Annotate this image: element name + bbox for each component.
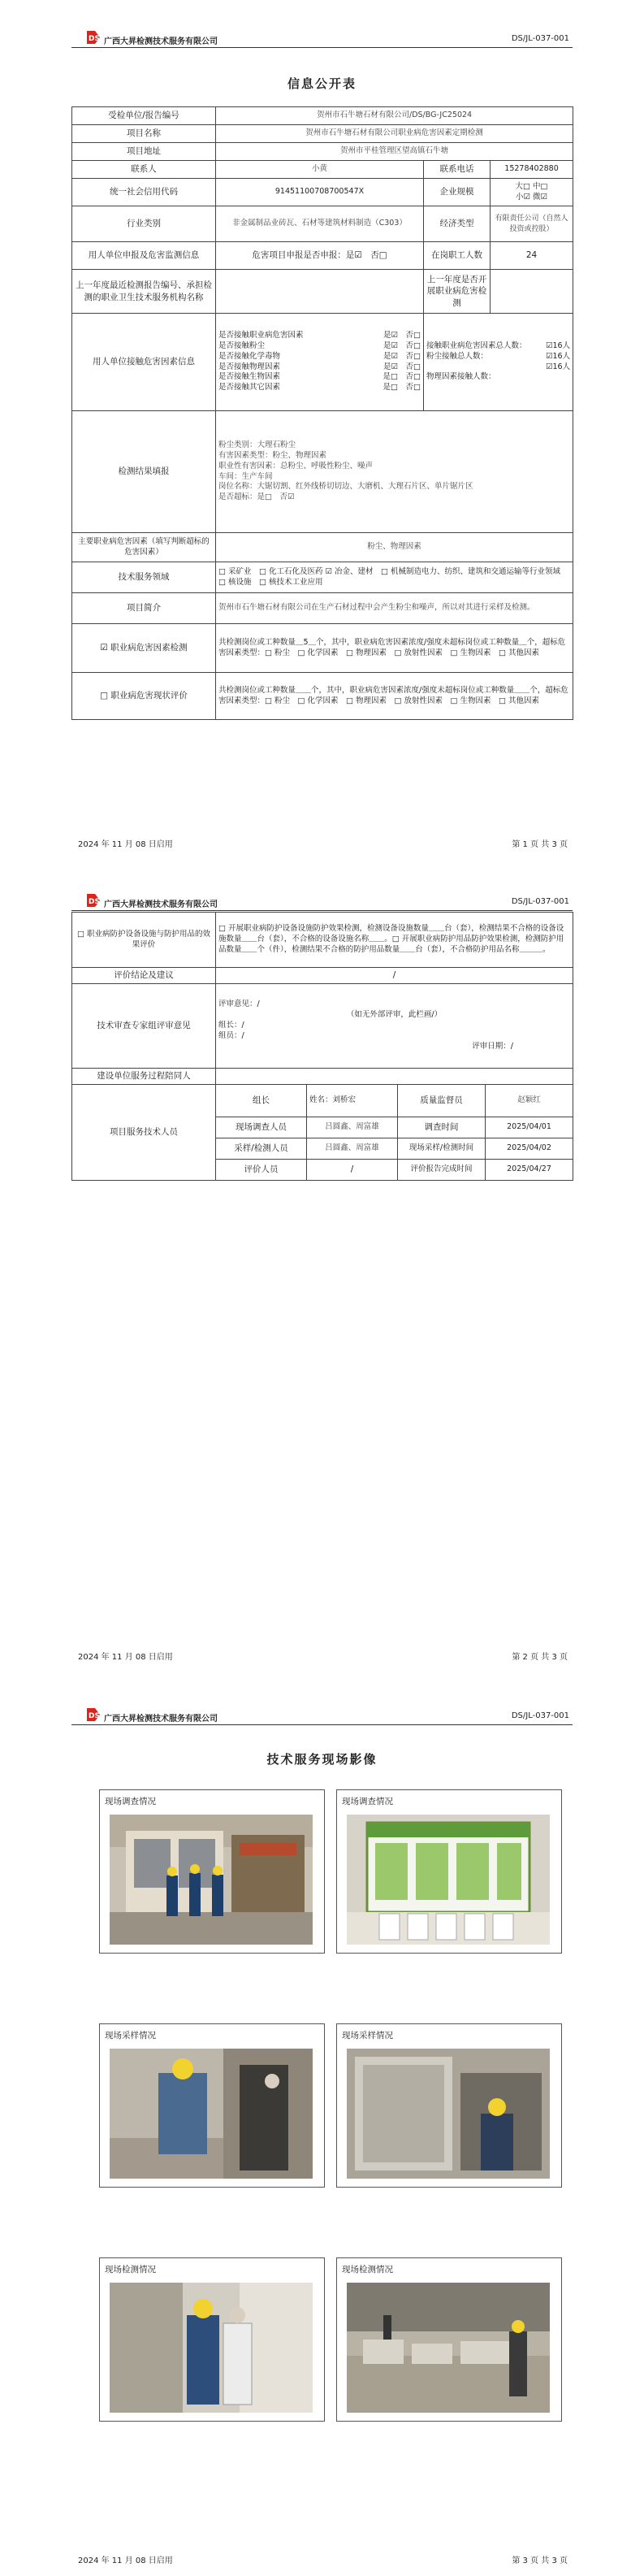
leader-label: 组长 (216, 1085, 307, 1117)
review-date: 评审日期：/ (472, 1041, 513, 1051)
report-time-label: 评价报告完成时间 (398, 1160, 486, 1181)
lastyear-value (216, 270, 424, 314)
footer-page: 第 3 页 共 3 页 (512, 2556, 568, 2565)
project-addr-label: 项目地址 (72, 143, 216, 161)
report-time-value: 2025/04/27 (486, 1160, 573, 1181)
page-title: 技术服务现场影像 (266, 1752, 378, 1767)
econ-value: 有限责任公司（自然人投资或控股） (491, 206, 573, 242)
footer-date: 2024 年 11 月 08 日启用 (78, 840, 173, 849)
survey-time-value: 2025/04/01 (486, 1117, 573, 1138)
industry-label: 行业类别 (72, 206, 216, 242)
result-line: 粉尘类别：大理石粉尘 (218, 440, 296, 450)
scale-label: 企业规模 (424, 179, 491, 206)
lastyear-label: 上一年度最近检测报告编号、承担检测的职业卫生技术服务机构名称 (72, 270, 216, 314)
footer-page: 第 2 页 共 3 页 (512, 1653, 568, 1662)
detect-value: 共检测岗位或工种数量＿5＿个，其中，职业病危害因素浓度/强度未超标岗位或工种数量＿个，超标危害因素类型：□ 粉尘 □ 化学因素 □ 物理因素 □ 放射性因素 □ 生物因素 □ 其他因素 (216, 624, 573, 673)
photo-caption: 现场检测情况 (342, 2265, 393, 2275)
photo-caption: 现场调查情况 (342, 1797, 393, 1806)
field-label: 技术服务领域 (72, 562, 216, 593)
footer-date: 2024 年 11 月 08 日启用 (78, 1653, 173, 1662)
site-survey-photo-icon (110, 1815, 313, 1945)
main-hazard-value: 粉尘、物理因素 (216, 533, 573, 562)
sample-time-label: 现场采样/检测时间 (398, 1138, 486, 1160)
phone-label: 联系电话 (424, 161, 491, 179)
project-name-label: 项目名称 (72, 125, 216, 143)
result-label: 检测结果填报 (72, 411, 216, 533)
quality-value: 赵颖红 (486, 1085, 573, 1117)
footer-date: 2024 年 11 月 08 日启用 (78, 2556, 173, 2565)
review-note: （如无外部评审，此栏画/） (346, 1010, 443, 1020)
econ-label: 经济类型 (424, 206, 491, 242)
notice-board-photo-icon (347, 1815, 550, 1945)
exposure-item: 是否接触粉尘 是☑ 否□ (218, 340, 421, 350)
doc-code: DS/JL-037-001 (511, 34, 569, 43)
service-table (71, 912, 573, 1181)
eval-label: □ 职业病危害现状评价 (72, 673, 216, 720)
exposure-items (216, 314, 424, 411)
result-line: 车间：生产车间 (218, 471, 273, 481)
detect-label: ☑ 职业病危害因素检测 (72, 624, 216, 673)
info-table (71, 106, 573, 720)
photo-caption: 现场采样情况 (105, 2031, 156, 2040)
result-line: 有害因素类型：粉尘、物理因素 (218, 450, 327, 460)
sample-time-value: 2025/04/02 (486, 1138, 573, 1160)
exposure-dust: 粉尘接触总人数： ☑16人 (426, 351, 571, 361)
phone-value: 15278402880 (491, 161, 573, 179)
exposure-item: 是否接触职业病危害因素 是☑ 否□ (218, 331, 421, 340)
doc-code: DS/JL-037-001 (511, 1711, 569, 1720)
photo-card (99, 1789, 325, 1954)
result-values (216, 411, 573, 533)
result-line: 岗位名称：大锯切割、红外线桥切切边、大磨机、大理石片区、单片锯片区 (218, 482, 473, 492)
eval-value: 共检测岗位或工种数量＿＿个，其中，职业病危害因素浓度/强度未超标岗位或工种数量＿＿个，超标危害因素类型：□ 粉尘 □ 化学因素 □ 物理因素 □ 放射性因素 □ 生物因素 □ 其他因素 (216, 673, 573, 720)
review-label: 技术审查专家组评审意见 (72, 984, 216, 1069)
footer-page: 第 1 页 共 3 页 (512, 840, 568, 849)
survey-value: 吕圆鑫、周富雄 (307, 1117, 398, 1138)
header-divider (71, 1724, 573, 1725)
protect-value: □ 开展职业病防护设备设施防护效果检测，检测设备设施数量＿＿台（套），检测结果不合格的设备设施数量＿＿台（套），不合格的设备设施名称＿＿。□ 开展职业病防护用品防护效果检测，检测防护用品数量＿＿个（件），检测结果不合格的防护用品数量＿＿台（套），不合格防护用品名称＿＿＿。 (216, 913, 573, 968)
header-divider (71, 47, 573, 48)
svg-text:DS: DS (89, 1712, 100, 1720)
main-hazard-label: 主要职业病危害因素（填写判断超标的危害因素） (72, 533, 216, 562)
leader-name: 姓名：刘桥宏 (307, 1085, 398, 1117)
company-name: 广西大昇检测技术服务有限公司 (104, 37, 218, 46)
onduty-value: 24 (491, 242, 573, 270)
project-name-value: 贺州市石牛塘石材有限公司职业病危害因素定期检测 (216, 125, 573, 143)
protect-label: □ 职业病防护设备设施与防护用品的效果评价 (72, 913, 216, 968)
intro-label: 项目简介 (72, 593, 216, 624)
unit-value: 贺州市石牛塘石材有限公司/DS/BG-JC25024 (216, 107, 573, 125)
declare-label: 用人单位申报及危害监测信息 (72, 242, 216, 270)
exposure-item: 是否接触化学毒物 是☑ 否□ (218, 351, 421, 361)
photo-card (99, 2257, 325, 2422)
photo-caption: 现场调查情况 (105, 1797, 156, 1806)
review-leader: 组长：/ (218, 1021, 244, 1030)
exposure-label: 用人单位接触危害因素信息 (72, 314, 216, 411)
eval-person-label: 评价人员 (216, 1160, 307, 1181)
onduty-label: 在岗职工人数 (424, 242, 491, 270)
exposure-total: 接触职业病危害因素总人数： ☑16人 (426, 340, 571, 350)
page-2 (0, 858, 644, 1716)
page-3 (0, 1711, 644, 2574)
survey-time-label: 调查时间 (398, 1117, 486, 1138)
company-logo-icon (85, 1706, 102, 1723)
company-logo-icon (85, 29, 102, 46)
company-name: 广西大昇检测技术服务有限公司 (104, 900, 218, 909)
sampling-photo-icon (110, 2049, 313, 2179)
header-divider (71, 910, 573, 911)
eval-person-value: / (307, 1160, 398, 1181)
project-addr-value: 贺州市平桂管理区望高镇石牛塘 (216, 143, 573, 161)
sample-label: 采样/检测人员 (216, 1138, 307, 1160)
field-value: □ 采矿业 □ 化工石化及医药 ☑ 冶金、建材 □ 机械制造电力、纺织、建筑和交通运输等行业领域 □ 核设施 □ 核技术工业应用 (216, 562, 573, 593)
exposure-item: 是否接触物理因素 是☑ 否□ (218, 362, 421, 371)
site-label: 建设单位服务过程陪同人 (72, 1069, 216, 1085)
company-name: 广西大昇检测技术服务有限公司 (104, 1715, 218, 1724)
quality-label: 质量监督员 (398, 1085, 486, 1117)
exposure-chem: ☑16人 (545, 362, 571, 371)
declare-value: 危害项目申报是否申报：是☑ 否□ (216, 242, 424, 270)
exposure-phys: 物理因素接触人数： (426, 372, 496, 382)
photo-card (336, 2023, 562, 2188)
svg-text:DS: DS (89, 35, 100, 43)
tech-label: 项目服务技术人员 (72, 1085, 216, 1181)
review-opinion: 评审意见：/ (218, 1000, 260, 1009)
photo-caption: 现场检测情况 (105, 2265, 156, 2275)
exposure-counts (424, 314, 573, 411)
exposure-item: 是否接触生物因素 是□ 否□ (218, 372, 421, 382)
company-logo-icon (85, 892, 102, 909)
survey-label: 现场调查人员 (216, 1117, 307, 1138)
page-title: 信息公开表 (287, 76, 357, 91)
conclusion-value: / (216, 968, 573, 984)
scale-line-1: 大□ 中□ (515, 181, 548, 191)
site-value (216, 1069, 573, 1085)
credit-label: 统一社会信用代码 (72, 179, 216, 206)
lastyear-question: 上一年度是否开展职业病危害检测 (424, 270, 491, 314)
credit-value: 91451100708700547X (216, 179, 424, 206)
scale-line-2: 小☑ 微☑ (516, 192, 548, 202)
review-member: 组员：/ (218, 1030, 244, 1040)
contact-label: 联系人 (72, 161, 216, 179)
photo-card (99, 2023, 325, 2188)
result-line: 职业性有害因素：总粉尘、呼吸性粉尘、噪声 (218, 461, 374, 471)
page-1 (0, 0, 644, 858)
sampling-equipment-photo-icon (347, 2049, 550, 2179)
conclusion-label: 评价结论及建议 (72, 968, 216, 984)
unit-label: 受检单位/报告编号 (72, 107, 216, 125)
scale-value (491, 179, 573, 206)
industry-value: 非金属制品业砖瓦、石材等建筑材料制造（C303） (216, 206, 424, 242)
contact-value: 小黄 (216, 161, 424, 179)
intro-value: 贺州市石牛塘石材有限公司在生产石材过程中会产生粉尘和噪声，所以对其进行采样及检测。 (216, 593, 573, 624)
doc-code: DS/JL-037-001 (511, 897, 569, 906)
detection-photo-icon (110, 2283, 313, 2413)
detection-site-photo-icon (347, 2283, 550, 2413)
exposure-item: 是否接触其它因素 是□ 否□ (218, 383, 421, 392)
photo-caption: 现场采样情况 (342, 2031, 393, 2040)
photo-card (336, 1789, 562, 1954)
review-block (216, 984, 573, 1069)
svg-text:DS: DS (89, 898, 100, 906)
lastyear-answer (491, 270, 573, 314)
result-line: 是否超标：是□ 否☑ (218, 492, 295, 502)
photo-card (336, 2257, 562, 2422)
sample-value: 吕圆鑫、周富雄 (307, 1138, 398, 1160)
